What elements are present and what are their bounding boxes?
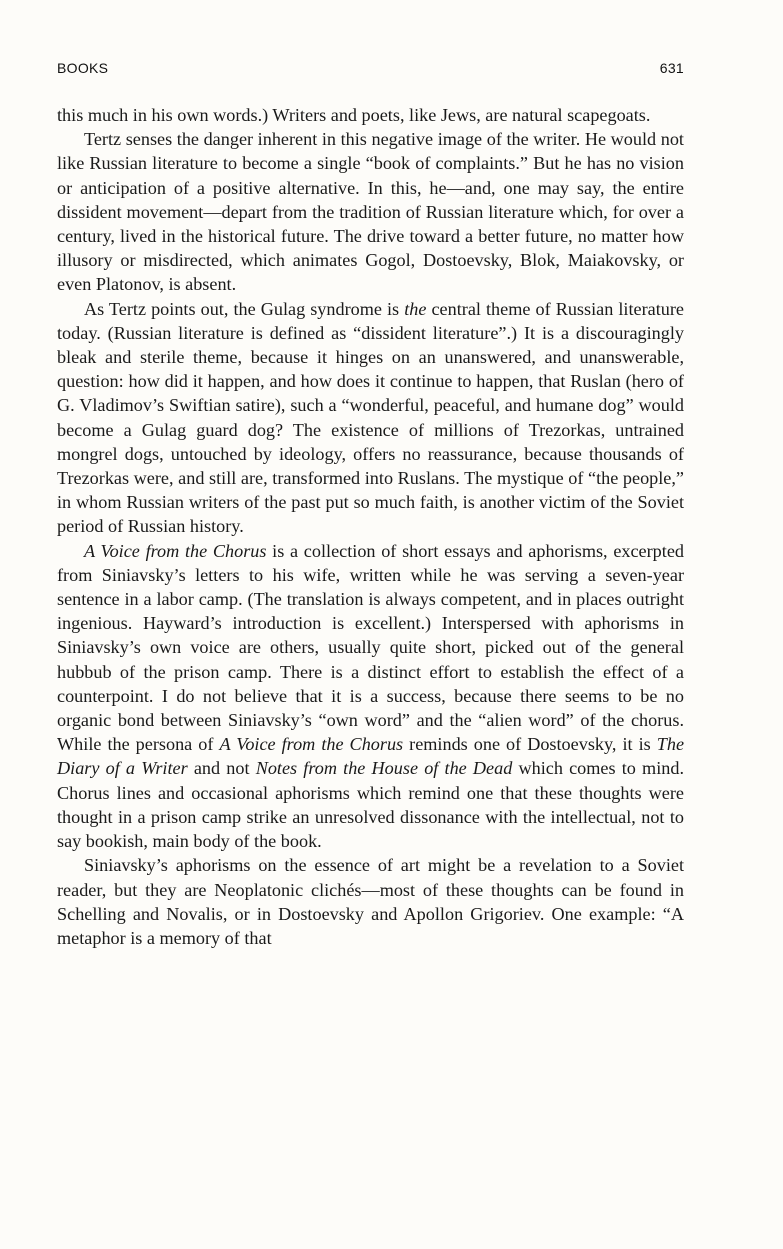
italic-text-run: The Diary of a Writer	[57, 734, 685, 779]
text-run: central theme of Russian literature today. (Russian literature is defined as “dissident literature”.) It is a discouragingly bleak and sterile theme, because it hinges on an unanswered, and unanswerable, question: how did it happen, and how does it continue to happen, that Ruslan (hero of G. Vladimov’s Swiftian satire), such a “wonderful, peaceful, and humane dog” would become a Gulag guard dog? The existence of millions of Trezorkas, untrained mongrel dogs, untouched by ideology, offers no reassurance, because thousands of Trezorkas were, and still are, transformed into Ruslans. The mystique of “the people,” in whom Russian writers of the past put so much faith, is another victim of the Soviet period of Russian history.	[57, 298, 684, 537]
italic-text-run: the	[404, 298, 427, 319]
text-run: Siniavsky’s aphorisms on the essence of art might be a revelation to a Soviet reader, but they are Neoplatonic clichés—most of these thoughts can be found in Schelling and Novalis, or in Dostoevsky and Apollon Grigoriev. One example: “A metaphor is a memory of that	[57, 855, 684, 948]
text-run: reminds one of Dostoevsky, it is	[403, 734, 657, 755]
italic-text-run: Notes from the House of the Dead	[255, 758, 513, 779]
paragraph	[57, 297, 684, 539]
italic-text-run: A Voice from the Chorus	[84, 540, 267, 561]
text-run: Tertz senses the danger inherent in this negative image of the writer. He would not like Russian literature to become a single “book of complaints.” But he has no vision or anticipation of a positive alternative. In this, he—and, one may say, the entire dissident movement—depart from the tradition of Russian literature which, for over a century, lived in the historical future. The drive toward a better future, no matter how illusory or misdirected, which animates Gogol, Dostoevsky, Blok, Maiakovsky, or even Platonov, is absent.	[57, 129, 684, 295]
paragraph	[57, 539, 684, 854]
running-head	[57, 60, 684, 82]
paragraph	[57, 853, 684, 950]
section-title: BOOKS	[57, 60, 109, 76]
book-page	[57, 60, 684, 950]
text-run: As Tertz points out, the Gulag syndrome is	[84, 298, 405, 319]
paragraph	[57, 127, 684, 296]
page-number: 631	[659, 60, 684, 76]
text-run: is a collection of short essays and aphorisms, excerpted from Siniavsky’s letters to his wife, written while he was serving a seven-year sentence in a labor camp. (The translation is always competent, and in places outright ingenious. Hayward’s introduction is excellent.) Interspersed with aphorisms in Siniavsky’s own voice are others, usually quite short, picked out of the general hubbub of the prison camp. There is a distinct effort to establish the effect of a counterpoint. I do not believe that it is a success, because there seems to be no organic bond between Siniavsky’s “own word” and the “alien word” of the chorus. While the persona of	[57, 540, 684, 755]
body-text	[57, 103, 684, 950]
text-run: which comes to mind. Chorus lines and occasional aphorisms which remind one that these thoughts were thought in a prison camp strike an unresolved dissonance with the intellectual, not to say bookish, main body of the book.	[57, 758, 684, 852]
italic-text-run: A Voice from the Chorus	[219, 734, 404, 755]
text-run: this much in his own words.) Writers and poets, like Jews, are natural scapegoats.	[57, 105, 651, 125]
text-run: and not	[187, 758, 256, 779]
paragraph	[57, 103, 684, 127]
